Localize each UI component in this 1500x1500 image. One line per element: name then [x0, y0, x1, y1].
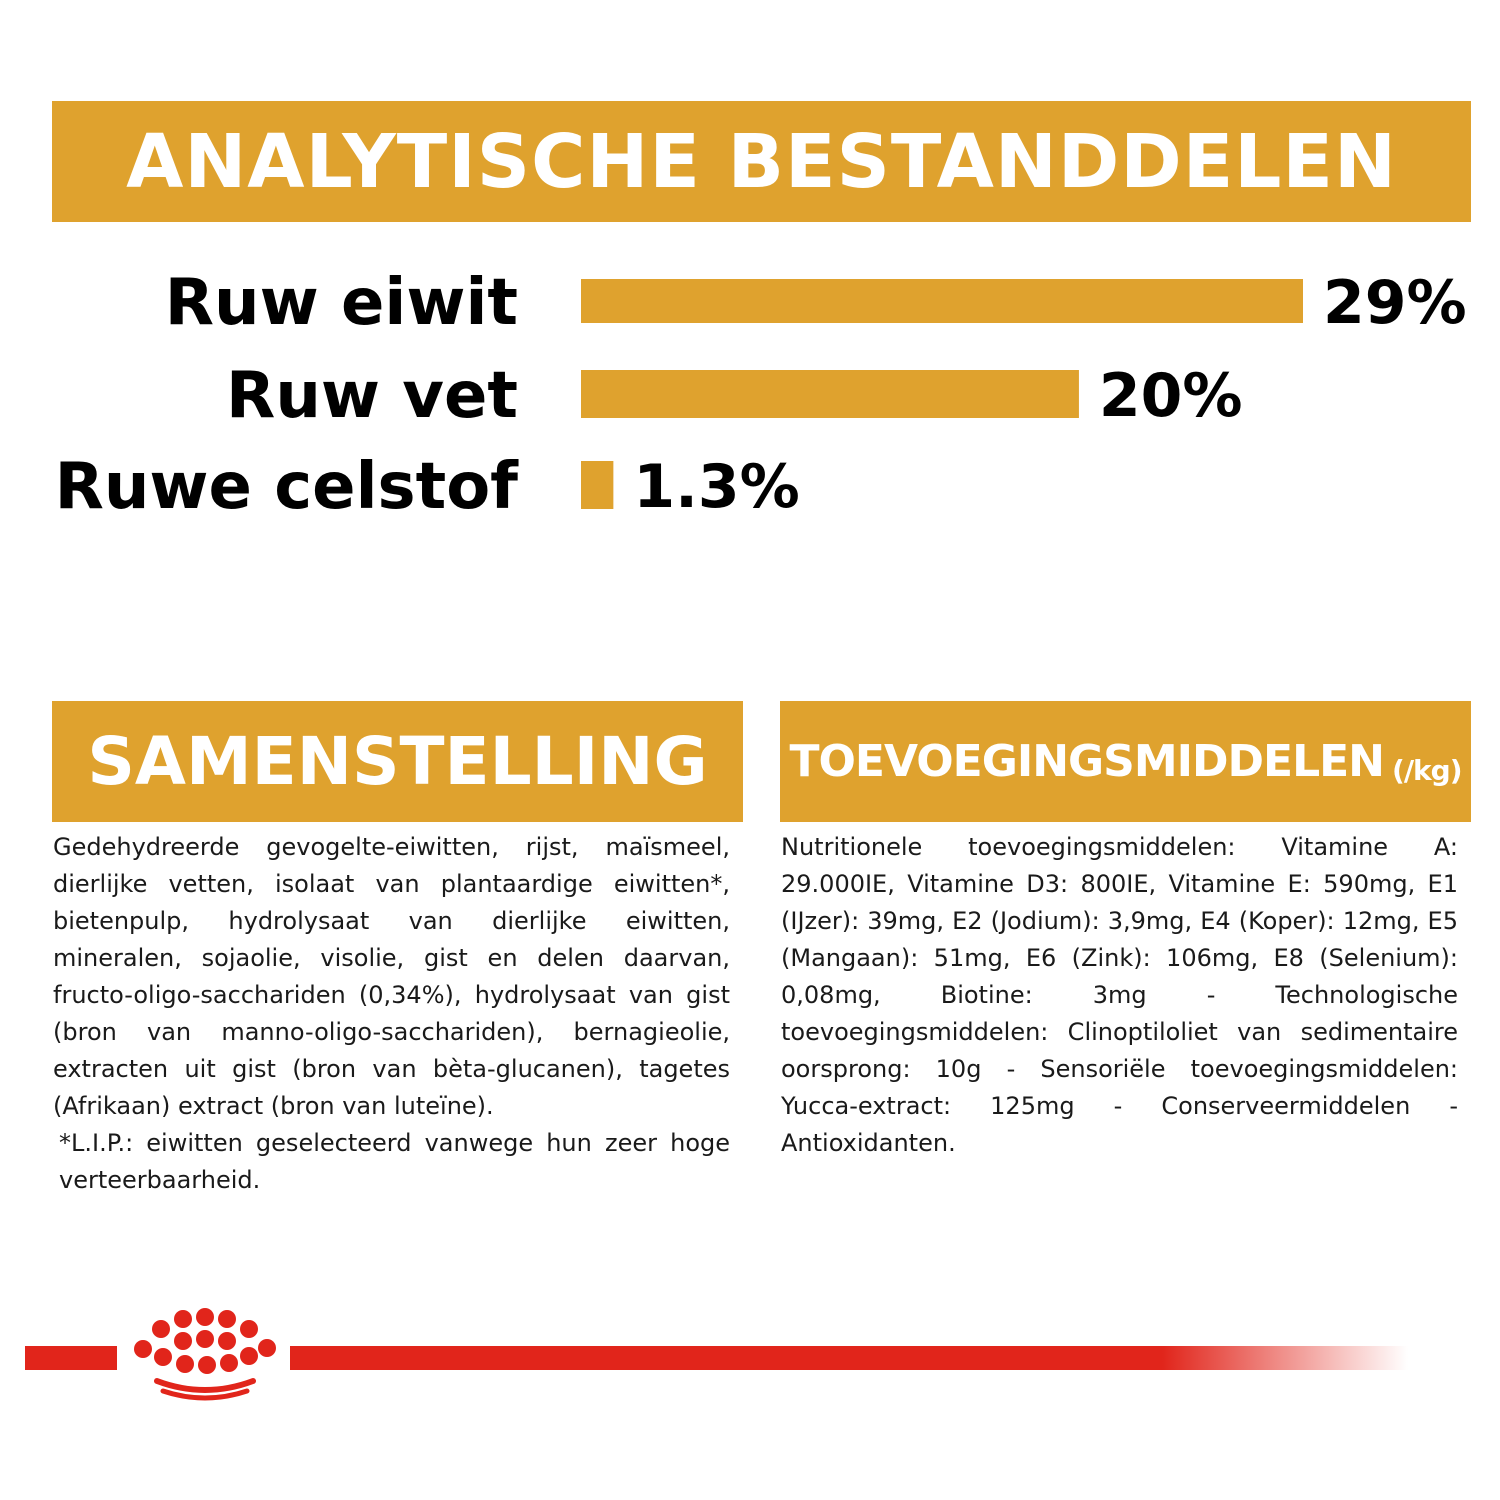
- footer-red-line-right: [290, 1346, 1408, 1370]
- additives-unit: (/kg): [1392, 754, 1462, 787]
- category-label: Ruwe celstof: [54, 450, 518, 524]
- footer-red-line-left: [25, 1346, 117, 1370]
- composition-footnote: *L.I.P.: eiwitten geselecteerd vanwege hun zeer hoge verteerbaarheid.: [59, 1129, 730, 1194]
- royal-canin-crown-icon: [123, 1307, 283, 1402]
- value-label: 1.3%: [633, 452, 800, 522]
- bar: [581, 279, 1303, 323]
- additives-header-banner: [780, 701, 1471, 822]
- analytical-title: ANALYTISCHE BESTANDDELEN: [126, 118, 1397, 205]
- value-label: 29%: [1323, 268, 1467, 338]
- analytical-bar-chart: [0, 250, 1500, 540]
- additives-text: Nutritionele toevoegingsmiddelen: Vitamine A: 29.000IE, Vitamine D3: 800IE, Vitamine E: 590mg, E1 (IJzer): 39mg, E2 (Jodium): 3,9mg, E4 (Koper): 12mg, E5 (Mangaan): 51mg, E6 (Zink): 106mg, E8 (Selenium): 0,08mg, Biotine: 3mg - Technologische toevoegingsmiddelen: Clinoptiloliet van sedimentaire oorsprong: 10g - Sensoriële toevoegingsmiddelen: Yucca-extract: 125mg - Conserveermiddelen - Antioxidanten.: [781, 833, 1458, 1157]
- composition-header-banner: [52, 701, 743, 822]
- composition-title: SAMENSTELLING: [87, 723, 708, 800]
- additives-text-block: [781, 829, 1458, 1162]
- category-label: Ruw eiwit: [164, 266, 518, 340]
- bar: [581, 461, 613, 509]
- analytical-header-banner: [52, 101, 1471, 222]
- category-label: Ruw vet: [226, 359, 518, 433]
- composition-text: Gedehydreerde gevogelte-eiwitten, rijst, maïsmeel, dierlijke vetten, isolaat van plantaardige eiwitten*, bietenpulp, hydrolysaat van dierlijke eiwitten, mineralen, sojaolie, visolie, gist en delen daarvan, fructo-oligo-sacchariden (0,34%), hydrolysaat van gist (bron van manno-oligo-sacchariden), bernagieolie, extracten uit gist (bron van bèta-glucanen), tagetes (Afrikaan) extract (bron van luteïne).: [53, 833, 730, 1120]
- additives-title: TOEVOEGINGSMIDDELEN: [789, 736, 1385, 787]
- value-label: 20%: [1098, 361, 1243, 431]
- bar: [581, 370, 1079, 418]
- composition-text-block: [53, 829, 730, 1199]
